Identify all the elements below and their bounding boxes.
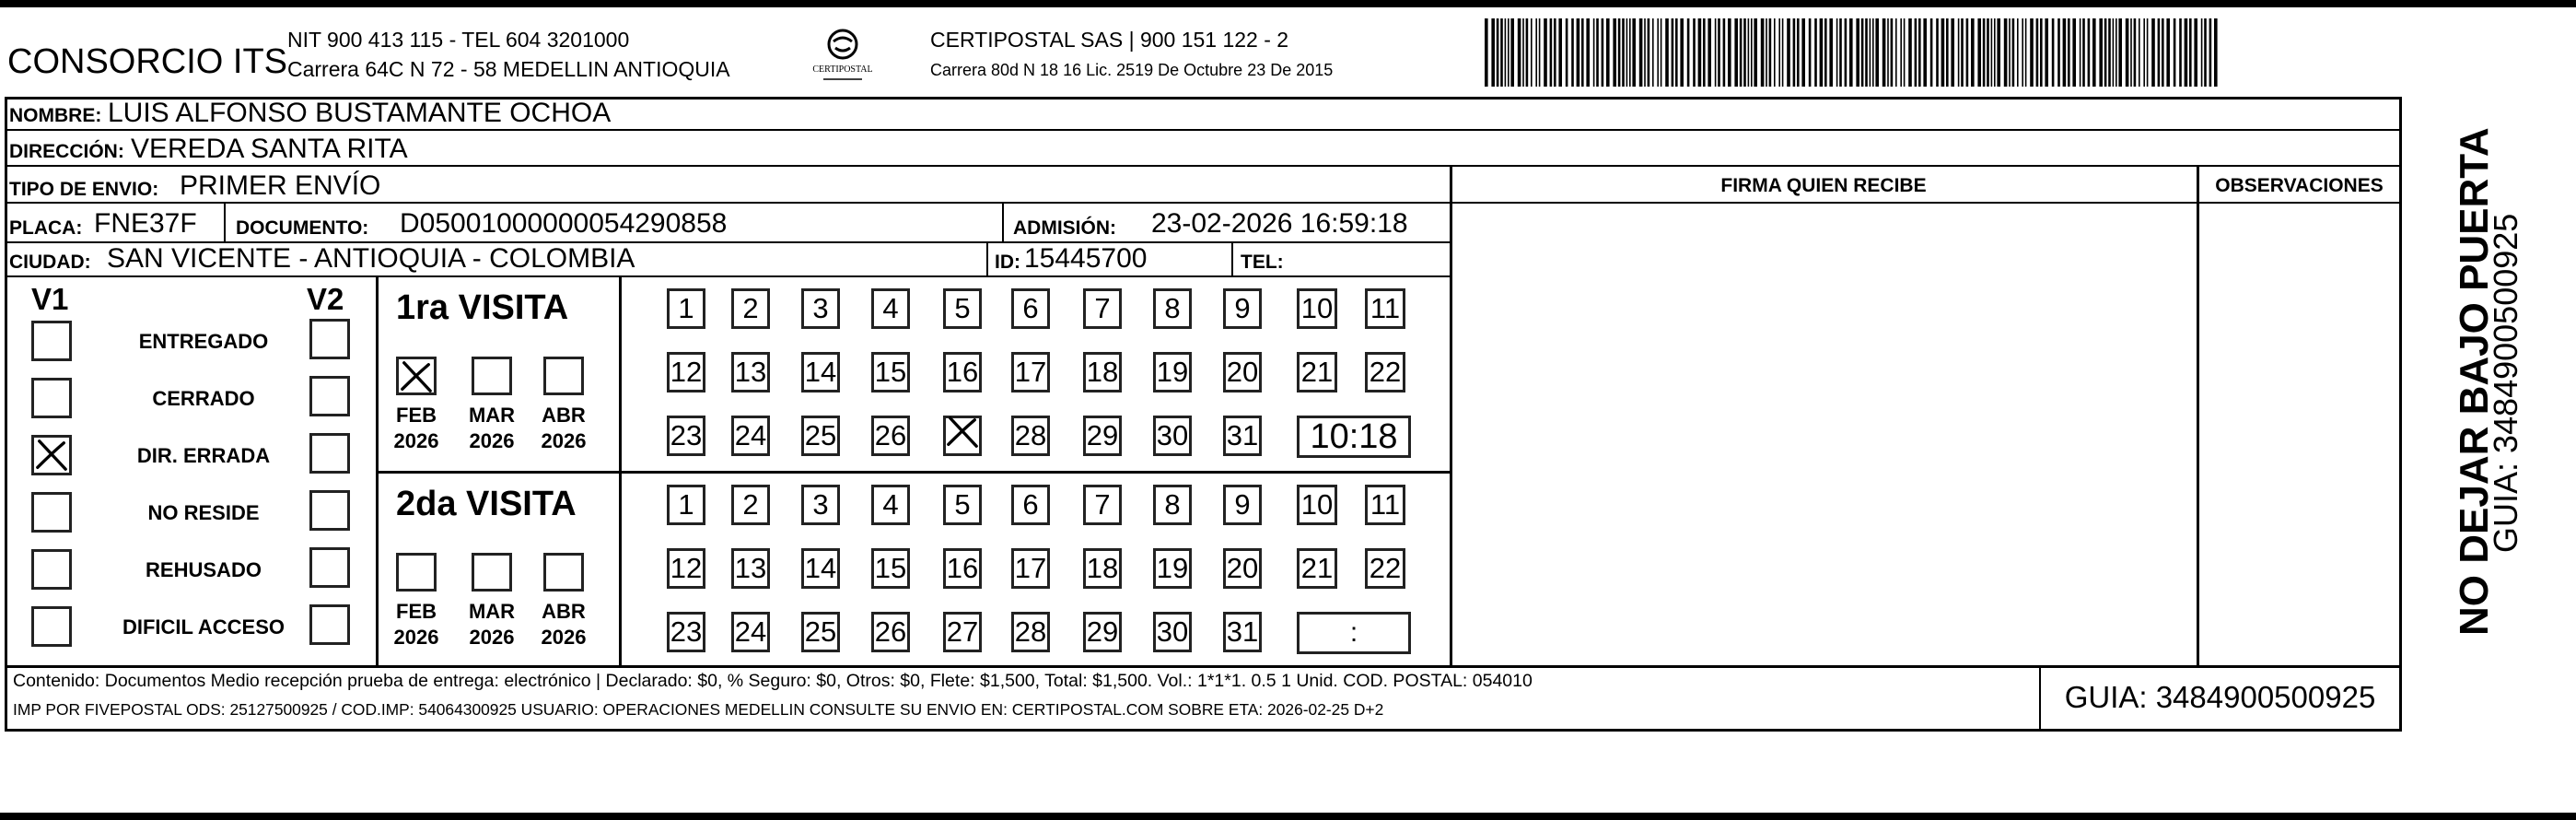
day-box[interactable]: 8	[1153, 485, 1192, 525]
carrier-address: Carrera 80d N 18 16 Lic. 2519 De Octubre 23 De 2015	[930, 61, 1334, 79]
day-box[interactable]: 13	[731, 548, 770, 589]
v2-checkbox[interactable]	[309, 319, 350, 359]
month-checkbox[interactable]	[396, 553, 437, 592]
carrier-name: CERTIPOSTAL SAS | 900 151 122 - 2	[930, 28, 1289, 52]
no-dejar-bajo-puerta: NO DEJAR BAJO PUERTA	[2452, 127, 2497, 636]
day-box[interactable]: 28	[1011, 612, 1050, 652]
day-box[interactable]: 20	[1223, 352, 1262, 392]
month-year: 2026	[469, 626, 515, 649]
day-box[interactable]: 18	[1083, 548, 1122, 589]
day-box[interactable]: 30	[1153, 416, 1192, 456]
v1-label: V1	[31, 282, 69, 316]
day-box[interactable]: 10	[1297, 288, 1337, 329]
frame-right	[2399, 97, 2402, 732]
visit-time-box[interactable]: :	[1297, 612, 1411, 654]
day-box[interactable]: 15	[871, 548, 910, 589]
day-box[interactable]: 7	[1083, 485, 1122, 525]
day-box[interactable]: 1	[667, 288, 705, 329]
divider-status	[376, 277, 379, 666]
day-box[interactable]: 12	[667, 548, 705, 589]
status-option-label: ENTREGADO	[138, 330, 269, 353]
day-box[interactable]: 14	[801, 548, 840, 589]
rule-days-split	[619, 471, 1451, 474]
day-box[interactable]: 21	[1297, 548, 1337, 589]
v2-checkbox[interactable]	[309, 604, 350, 645]
day-box[interactable]: 19	[1153, 548, 1192, 589]
day-box[interactable]: 21	[1297, 352, 1337, 392]
day-box[interactable]: 6	[1011, 485, 1050, 525]
certipostal-logo	[810, 26, 875, 87]
day-box[interactable]: 18	[1083, 352, 1122, 392]
frame-left	[5, 97, 7, 732]
v2-checkbox[interactable]	[309, 433, 350, 474]
day-box[interactable]: 30	[1153, 612, 1192, 652]
day-box[interactable]: 23	[667, 612, 705, 652]
day-box[interactable]: 22	[1365, 548, 1405, 589]
day-box[interactable]: 13	[731, 352, 770, 392]
nombre-value: LUIS ALFONSO BUSTAMANTE OCHOA	[108, 98, 612, 128]
placa-label: PLACA:	[9, 217, 83, 239]
v2-label: V2	[307, 282, 344, 316]
frame-bottom	[5, 729, 2402, 732]
v1-checkbox[interactable]	[31, 378, 72, 418]
month-checkbox[interactable]	[543, 553, 584, 592]
day-box[interactable]: 27	[943, 612, 982, 652]
tipo-label: TIPO DE ENVIO:	[9, 179, 159, 200]
day-box[interactable]: 20	[1223, 548, 1262, 589]
status-option-label: REHUSADO	[146, 558, 262, 581]
divider-observaciones	[2197, 165, 2199, 667]
day-box[interactable]: 6	[1011, 288, 1050, 329]
admision-value: 23-02-2026 16:59:18	[1151, 208, 1408, 239]
day-box[interactable]: 5	[943, 485, 982, 525]
bottom-rule	[0, 813, 2576, 820]
day-box[interactable]: 17	[1011, 352, 1050, 392]
day-box[interactable]: 4	[871, 288, 910, 329]
day-box[interactable]: 25	[801, 612, 840, 652]
divider-tel	[1231, 241, 1233, 275]
month-name: FEB	[396, 404, 437, 427]
month-checkbox[interactable]	[472, 553, 512, 592]
v2-checkbox[interactable]	[309, 547, 350, 588]
month-checkbox[interactable]	[543, 357, 584, 395]
divider-days	[619, 277, 622, 666]
tipo-value: PRIMER ENVÍO	[180, 170, 381, 201]
day-box[interactable]: 19	[1153, 352, 1192, 392]
status-option-label: DIR. ERRADA	[136, 444, 271, 467]
company-address: Carrera 64C N 72 - 58 MEDELLIN ANTIOQUIA	[287, 57, 730, 81]
day-box[interactable]: 15	[871, 352, 910, 392]
direccion-label: DIRECCIÓN:	[9, 141, 124, 162]
day-box[interactable]: 3	[801, 485, 840, 525]
day-box[interactable]: 16	[943, 352, 982, 392]
id-value: 15445700	[1024, 243, 1148, 274]
v1-checkbox[interactable]	[31, 606, 72, 647]
visit-title: 2da VISITA	[396, 485, 577, 523]
visit-time-box[interactable]: 10:18	[1297, 416, 1411, 458]
day-box[interactable]: 7	[1083, 288, 1122, 329]
v2-checkbox[interactable]	[309, 376, 350, 416]
month-name: FEB	[396, 600, 437, 623]
impresion-text: IMP POR FIVEPOSTAL ODS: 25127500925 / COD.IMP: 54064300925 USUARIO: OPERACIONES MEDELLIN CONSULTE SU ENVIO EN: CERTIPOSTAL.COM SOBRE ETA: 2026-02-25 D+2	[13, 700, 1384, 719]
day-box[interactable]: 24	[731, 612, 770, 652]
rule-visits-split	[376, 471, 619, 474]
day-box[interactable]: 12	[667, 352, 705, 392]
month-year: 2026	[393, 626, 439, 649]
day-box[interactable]: 26	[871, 416, 910, 456]
day-box[interactable]	[943, 416, 982, 456]
day-box[interactable]: 1	[667, 485, 705, 525]
divider-admision	[1002, 204, 1004, 241]
day-box[interactable]: 3	[801, 288, 840, 329]
day-box[interactable]: 26	[871, 612, 910, 652]
month-checkbox[interactable]	[396, 357, 437, 395]
documento-value: D05001000000054290858	[400, 208, 728, 239]
guia-number: GUIA: 3484900500925	[2064, 680, 2376, 714]
day-box[interactable]: 11	[1365, 288, 1405, 329]
company-nit-tel: NIT 900 413 115 - TEL 604 3201000	[287, 28, 630, 52]
day-box[interactable]: 24	[731, 416, 770, 456]
day-box[interactable]: 5	[943, 288, 982, 329]
status-option-label: CERRADO	[152, 387, 255, 410]
rule-tipo	[5, 202, 1451, 204]
id-label: ID:	[995, 252, 1020, 273]
month-checkbox[interactable]	[472, 357, 512, 395]
status-option-label: NO RESIDE	[147, 501, 260, 524]
v1-checkbox[interactable]	[31, 492, 72, 533]
day-box[interactable]: 9	[1223, 485, 1262, 525]
rule-direccion	[5, 165, 2399, 167]
day-box[interactable]: 31	[1223, 612, 1262, 652]
day-box[interactable]: 23	[667, 416, 705, 456]
month-name: ABR	[542, 600, 586, 623]
month-name: MAR	[468, 600, 516, 623]
divider-placa	[224, 204, 226, 241]
day-box[interactable]: 11	[1365, 485, 1405, 525]
day-box[interactable]: 29	[1083, 416, 1122, 456]
v1-checkbox[interactable]	[31, 549, 72, 590]
visit-title: 1ra VISITA	[396, 288, 569, 327]
day-box[interactable]: 14	[801, 352, 840, 392]
day-box[interactable]: 4	[871, 485, 910, 525]
month-name: MAR	[468, 404, 516, 427]
month-name: ABR	[542, 404, 586, 427]
check-x-icon	[34, 438, 69, 477]
rule-columns-head	[1451, 202, 2399, 204]
tel-label: TEL:	[1241, 252, 1284, 273]
v1-checkbox[interactable]	[31, 321, 72, 361]
nombre-label: NOMBRE:	[9, 105, 102, 126]
day-box[interactable]: 9	[1223, 288, 1262, 329]
logo-text: CERTIPOSTAL	[812, 64, 873, 75]
admision-label: ADMISIÓN:	[1013, 217, 1116, 239]
top-rule	[0, 0, 2576, 7]
v1-checkbox[interactable]	[31, 435, 72, 475]
day-box[interactable]: 10	[1297, 485, 1337, 525]
day-box[interactable]: 8	[1153, 288, 1192, 329]
day-mark-icon	[945, 415, 980, 457]
rule-nombre	[5, 129, 2399, 131]
firma-header: FIRMA QUIEN RECIBE	[1720, 175, 1927, 196]
day-box[interactable]: 16	[943, 548, 982, 589]
v2-checkbox[interactable]	[309, 490, 350, 531]
month-year: 2026	[541, 429, 587, 452]
day-box[interactable]: 17	[1011, 548, 1050, 589]
month-year: 2026	[393, 429, 439, 452]
observaciones-header: OBSERVACIONES	[2215, 175, 2384, 196]
ciudad-label: CIUDAD:	[9, 252, 91, 273]
check-x-icon	[399, 359, 434, 399]
day-box[interactable]: 22	[1365, 352, 1405, 392]
day-box[interactable]: 2	[731, 288, 770, 329]
day-box[interactable]: 28	[1011, 416, 1050, 456]
direccion-value: VEREDA SANTA RITA	[131, 134, 408, 164]
day-box[interactable]: 29	[1083, 612, 1122, 652]
placa-value: FNE37F	[94, 208, 197, 239]
month-year: 2026	[541, 626, 587, 649]
month-year: 2026	[469, 429, 515, 452]
documento-label: DOCUMENTO:	[236, 217, 369, 239]
day-box[interactable]: 25	[801, 416, 840, 456]
ciudad-value: SAN VICENTE - ANTIOQUIA - COLOMBIA	[107, 243, 635, 274]
side-guia: GUIA: 3484900500925	[2487, 213, 2524, 553]
day-box[interactable]: 31	[1223, 416, 1262, 456]
contenido-text: Contenido: Documentos Medio recepción prueba de entrega: electrónico | Declarado: $0, % Seguro: $0, Otros: $0, Flete: $1,500, Total: $1,500. Vol.: 1*1*1. 0.5 1 Unid. COD. POSTAL: 054010	[13, 671, 1533, 691]
barcode	[1485, 18, 2221, 87]
status-option-label: DIFICIL ACCESO	[122, 615, 285, 638]
rule-ciudad	[5, 275, 1451, 277]
company-name: CONSORCIO ITS	[7, 42, 288, 81]
divider-firma	[1450, 165, 1452, 667]
day-box[interactable]: 2	[731, 485, 770, 525]
divider-id	[986, 241, 988, 275]
